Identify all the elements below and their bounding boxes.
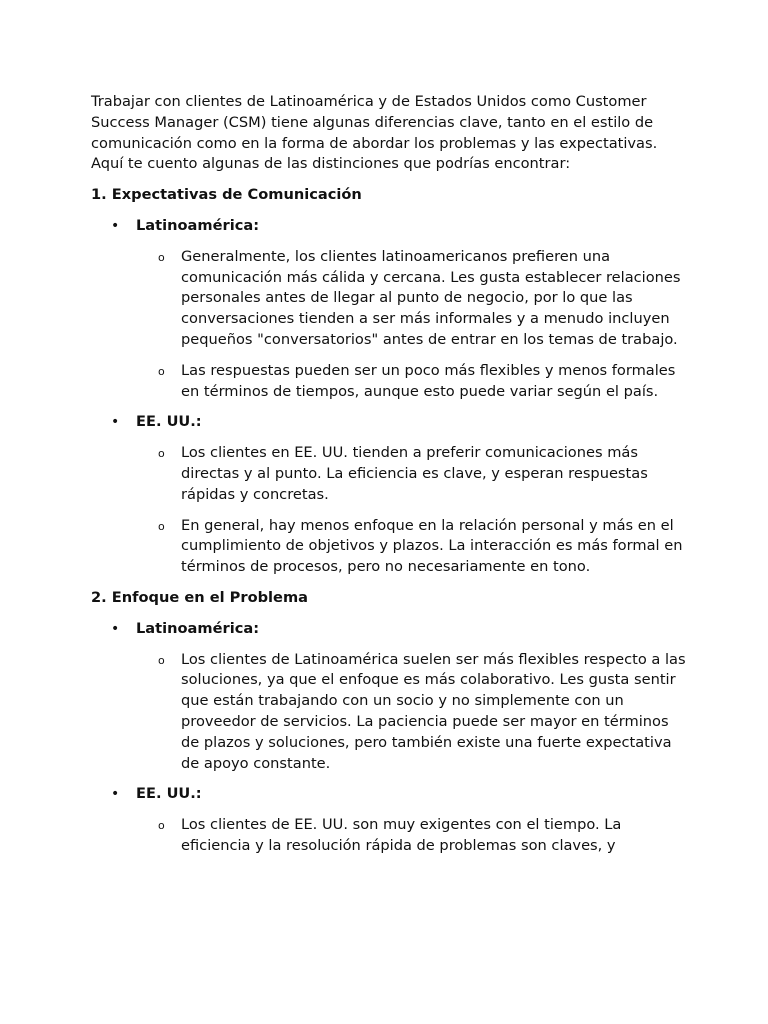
section-2-list	[91, 619, 691, 857]
list-item	[136, 815, 691, 857]
region-label: Latinoamérica:	[136, 619, 260, 637]
region-item-latam	[91, 619, 691, 775]
section-heading-communication: 1. Expectativas de Comunicación	[91, 186, 362, 204]
sub-list	[136, 650, 691, 775]
sub-bullet-icon: o	[158, 364, 165, 378]
sub-list	[136, 443, 691, 578]
sub-list	[136, 247, 691, 403]
bullet-icon: •	[111, 414, 120, 431]
document-body	[91, 92, 691, 867]
list-item-text: Generalmente, los clientes latinoamericanos prefieren una comunicación más cálida y cercana. Les gusta establecer relaciones personales antes de llegar al punto de negocio, por lo que las conversaciones tienden a ser más informales y a menudo incluyen pequeños "conversatorios" antes de entrar en los temas de trabajo.	[181, 247, 681, 348]
list-item	[136, 443, 691, 505]
bullet-icon: •	[111, 786, 120, 803]
list-item-text: Los clientes en EE. UU. tienden a preferir comunicaciones más directas y al punto. La eficiencia es clave, y esperan respuestas rápidas y concretas.	[181, 444, 648, 503]
list-item	[136, 247, 691, 351]
list-item-text: En general, hay menos enfoque en la relación personal y más en el cumplimiento de objetivos y plazos. La interacción es más formal en términos de procesos, pero no necesariamente en tono.	[181, 516, 683, 576]
region-label: Latinoamérica:	[136, 216, 260, 234]
region-label: EE. UU.:	[136, 413, 202, 431]
sub-bullet-icon: o	[158, 519, 165, 533]
list-item-text: Los clientes de EE. UU. son muy exigentes con el tiempo. La eficiencia y la resolución rápida de problemas son claves, y	[181, 816, 622, 854]
section-heading-problem: 2. Enfoque en el Problema	[91, 588, 308, 606]
sub-bullet-icon: o	[158, 653, 165, 667]
sub-bullet-icon: o	[158, 447, 165, 461]
sub-bullet-icon: o	[158, 819, 165, 833]
region-item-us	[91, 412, 691, 578]
intro-paragraph: Trabajar con clientes de Latinoamérica y de Estados Unidos como Customer Success Manager (CSM) tiene algunas diferencias clave, tanto en el estilo de comunicación como en la forma de abordar los problemas y las expectativas. Aquí te cuento algunas de las distinciones que podrías encontrar:	[91, 93, 658, 173]
sub-list	[136, 815, 691, 857]
bullet-icon: •	[111, 620, 120, 637]
sub-bullet-icon: o	[158, 250, 165, 264]
region-label: EE. UU.:	[136, 785, 202, 803]
list-item-text: Las respuestas pueden ser un poco más flexibles y menos formales en términos de tiempos, aunque esto puede variar según el país.	[181, 361, 676, 400]
region-item-us	[91, 784, 691, 856]
list-item	[136, 361, 691, 403]
bullet-icon: •	[111, 217, 120, 234]
section-1-list	[91, 216, 691, 578]
list-item-text: Los clientes de Latinoamérica suelen ser más flexibles respecto a las soluciones, ya que el enfoque es más colaborativo. Les gusta sentir que están trabajando con un socio y no simplemente con un proveedor de servicios. La paciencia puede ser mayor en términos de plazos y soluciones, pero también existe una fuerte expectativa de apoyo constante.	[181, 650, 686, 772]
list-item	[136, 650, 691, 775]
region-item-latam	[91, 216, 691, 402]
list-item	[136, 516, 691, 578]
